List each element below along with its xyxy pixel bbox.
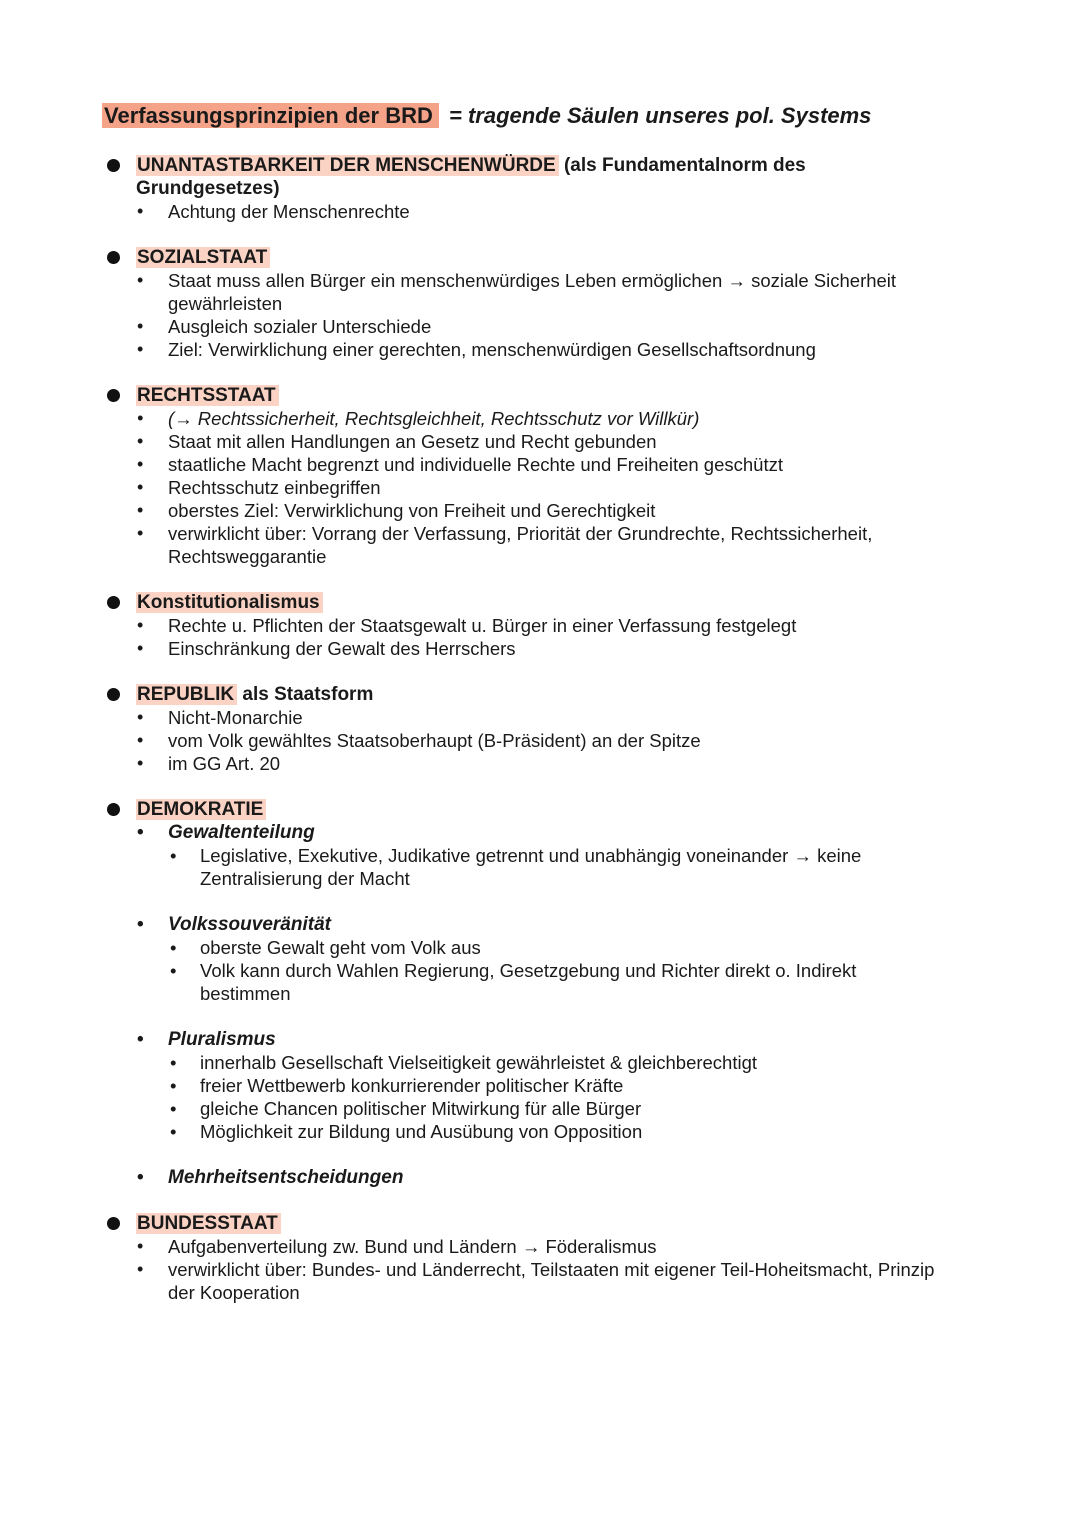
list-item-text: oberstes Ziel: Verwirklichung von Freiheit und Gerechtigkeit bbox=[168, 500, 656, 521]
list-item-text: staatliche Macht begrenzt und individuelle Rechte und Freiheiten geschützt bbox=[168, 454, 783, 475]
demokratie-subgroup bbox=[0, 821, 1080, 890]
list-item-text: vom Volk gewähltes Staatsoberhaupt (B-Präsident) an der Spitze bbox=[168, 730, 701, 751]
list-item bbox=[0, 752, 958, 775]
list-item bbox=[0, 706, 958, 729]
demokratie-subgroup bbox=[0, 913, 1080, 1005]
bullet-icon: • bbox=[137, 316, 144, 336]
list-item bbox=[0, 269, 958, 315]
sub-list-item bbox=[0, 1074, 920, 1097]
sub-list-item bbox=[0, 844, 920, 890]
bullet-dot-icon bbox=[107, 389, 120, 402]
list-item-text: Staat mit allen Handlungen an Gesetz und Recht gebunden bbox=[168, 431, 657, 452]
bullet-dot-icon bbox=[107, 596, 120, 609]
list-item bbox=[0, 1258, 958, 1304]
sub-list-item bbox=[0, 936, 920, 959]
sub-list-item bbox=[0, 959, 920, 1005]
bullet-icon: • bbox=[170, 1075, 177, 1096]
bullet-icon: • bbox=[137, 408, 144, 428]
bullet-icon: • bbox=[137, 339, 144, 359]
sub-list-item-text: oberste Gewalt geht vom Volk aus bbox=[200, 937, 481, 958]
principle-section bbox=[0, 1212, 1080, 1304]
bullet-icon: • bbox=[137, 1236, 144, 1256]
subgroup-title: Pluralismus bbox=[168, 1029, 276, 1050]
bullet-icon: • bbox=[170, 1121, 177, 1142]
section-title-highlight: UNANTASTBARKEIT DER MENSCHENWÜRDE bbox=[136, 155, 559, 176]
bullet-dot-icon bbox=[107, 1217, 120, 1230]
bullet-icon: • bbox=[137, 730, 144, 750]
list-item-text: Nicht-Monarchie bbox=[168, 707, 303, 728]
section-title-highlight: REPUBLIK bbox=[136, 684, 237, 705]
list-item-text: verwirklicht über: Bundes- und Länderrecht, Teilstaaten mit eigener Teil-Hoheitsmacht, Prinzip der Kooperation bbox=[168, 1259, 935, 1303]
subgroup-title: Gewaltenteilung bbox=[168, 822, 315, 843]
list-item-text: Rechtsschutz einbegriffen bbox=[168, 477, 381, 498]
bullet-icon: • bbox=[137, 707, 144, 727]
sub-list-item-text: Volk kann durch Wahlen Regierung, Gesetzgebung und Richter direkt o. Indirekt bestimmen bbox=[200, 960, 857, 1004]
bullet-icon: • bbox=[170, 960, 177, 981]
section-heading bbox=[0, 591, 896, 614]
page-title bbox=[102, 101, 871, 131]
bullet-icon: • bbox=[137, 523, 144, 543]
section-heading bbox=[0, 154, 896, 200]
section-title-highlight: SOZIALSTAAT bbox=[136, 247, 270, 268]
bullet-icon: • bbox=[170, 845, 177, 866]
list-item-text: Staat muss allen Bürger ein menschenwürdiges Leben ermöglichen → soziale Sicherheit gewährleisten bbox=[168, 270, 897, 314]
bullet-icon: • bbox=[170, 937, 177, 958]
bullet-icon: • bbox=[137, 477, 144, 497]
list-item bbox=[0, 338, 958, 361]
bullet-icon: • bbox=[137, 201, 144, 221]
principles-list bbox=[0, 154, 1080, 1327]
title-subtitle: = tragende Säulen unseres pol. Systems bbox=[448, 103, 872, 128]
list-item bbox=[0, 476, 958, 499]
principle-section bbox=[0, 798, 1080, 1189]
sub-list-item bbox=[0, 1120, 920, 1143]
demokratie-subgroup bbox=[0, 1166, 1080, 1189]
bullet-icon: • bbox=[137, 500, 144, 520]
bullet-icon: • bbox=[137, 1167, 144, 1188]
bullet-icon: • bbox=[137, 454, 144, 474]
list-item-text: Aufgabenverteilung zw. Bund und Ländern → Föderalismus bbox=[168, 1236, 657, 1257]
section-heading bbox=[0, 798, 896, 821]
sub-list-item-text: freier Wettbewerb konkurrierender politischer Kräfte bbox=[200, 1075, 624, 1096]
sub-list-item bbox=[0, 1097, 920, 1120]
principle-section bbox=[0, 591, 1080, 660]
list-item-text: Einschränkung der Gewalt des Herrschers bbox=[168, 638, 516, 659]
principle-section bbox=[0, 683, 1080, 775]
section-title-suffix: als Staatsform bbox=[237, 684, 374, 705]
title-highlight: Verfassungsprinzipien der BRD bbox=[102, 103, 439, 128]
section-title-highlight: RECHTSSTAAT bbox=[136, 385, 279, 406]
sub-list-item bbox=[0, 1051, 920, 1074]
list-item-text: (→ Rechtssicherheit, Rechtsgleichheit, Rechtsschutz vor Willkür) bbox=[168, 408, 700, 429]
bullet-icon: • bbox=[137, 822, 144, 843]
principle-section bbox=[0, 154, 1080, 223]
list-item-text: im GG Art. 20 bbox=[168, 753, 281, 774]
section-title-highlight: Konstitutionalismus bbox=[136, 592, 323, 613]
bullet-icon: • bbox=[137, 1259, 144, 1279]
section-heading bbox=[0, 683, 896, 706]
list-item bbox=[0, 637, 958, 660]
list-item-text: Ausgleich sozialer Unterschiede bbox=[168, 316, 432, 337]
sub-list-item-text: Möglichkeit zur Bildung und Ausübung von Opposition bbox=[200, 1121, 643, 1142]
bullet-icon: • bbox=[137, 431, 144, 451]
bullet-icon: • bbox=[137, 638, 144, 658]
bullet-dot-icon bbox=[107, 159, 120, 172]
bullet-icon: • bbox=[137, 1029, 144, 1050]
list-item bbox=[0, 729, 958, 752]
principle-section bbox=[0, 246, 1080, 361]
list-item bbox=[0, 200, 958, 223]
list-item-text: verwirklicht über: Vorrang der Verfassung, Priorität der Grundrechte, Rechtssicherheit, Rechtsweggarantie bbox=[168, 523, 873, 567]
subgroup-title: Volkssouveränität bbox=[168, 914, 331, 935]
list-item bbox=[0, 1235, 958, 1258]
bullet-dot-icon bbox=[107, 803, 120, 816]
subgroup-heading bbox=[0, 913, 1080, 936]
section-heading bbox=[0, 246, 896, 269]
list-item-text: Ziel: Verwirklichung einer gerechten, menschenwürdigen Gesellschaftsordnung bbox=[168, 339, 816, 360]
bullet-icon: • bbox=[137, 914, 144, 935]
subgroup-heading bbox=[0, 1028, 1080, 1051]
sub-list-item-text: innerhalb Gesellschaft Vielseitigkeit gewährleistet & gleichberechtigt bbox=[200, 1052, 758, 1073]
list-item bbox=[0, 453, 958, 476]
bullet-dot-icon bbox=[107, 251, 120, 264]
section-title-highlight: DEMOKRATIE bbox=[136, 799, 266, 820]
sub-list-item-text: Legislative, Exekutive, Judikative getrennt und unabhängig voneinander → keine Zentralisierung der Macht bbox=[200, 845, 862, 889]
sub-list-item-text: gleiche Chancen politischer Mitwirkung für alle Bürger bbox=[200, 1098, 642, 1119]
demokratie-subgroup bbox=[0, 1028, 1080, 1143]
list-item bbox=[0, 315, 958, 338]
bullet-dot-icon bbox=[107, 688, 120, 701]
list-item bbox=[0, 430, 958, 453]
bullet-icon: • bbox=[170, 1052, 177, 1073]
bullet-icon: • bbox=[137, 270, 144, 290]
list-item-text: Achtung der Menschenrechte bbox=[168, 201, 410, 222]
section-title-suffix: (als Fundamentalnorm des Grundgesetzes) bbox=[136, 155, 806, 199]
section-heading bbox=[0, 384, 896, 407]
bullet-icon: • bbox=[170, 1098, 177, 1119]
list-item bbox=[0, 522, 958, 568]
subgroup-heading bbox=[0, 1166, 1080, 1189]
list-item bbox=[0, 407, 958, 430]
list-item bbox=[0, 614, 958, 637]
section-title-highlight: BUNDESSTAAT bbox=[136, 1213, 281, 1234]
principle-section bbox=[0, 384, 1080, 568]
section-heading bbox=[0, 1212, 896, 1235]
bullet-icon: • bbox=[137, 615, 144, 635]
subgroup-heading bbox=[0, 821, 1080, 844]
subgroup-title: Mehrheitsentscheidungen bbox=[168, 1167, 404, 1188]
list-item bbox=[0, 499, 958, 522]
list-item-text: Rechte u. Pflichten der Staatsgewalt u. Bürger in einer Verfassung festgelegt bbox=[168, 615, 797, 636]
bullet-icon: • bbox=[137, 753, 144, 773]
